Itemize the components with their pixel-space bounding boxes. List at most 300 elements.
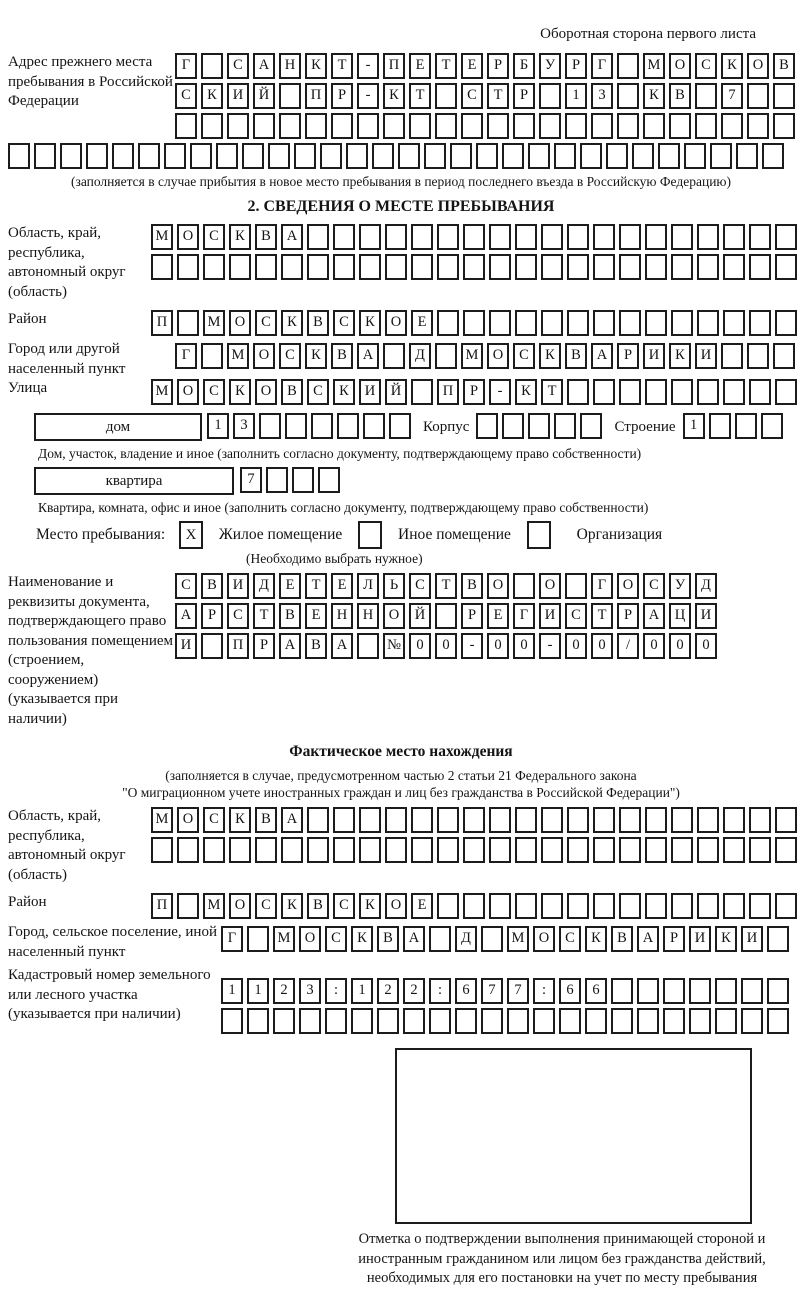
char-cell[interactable]: 0 — [695, 633, 717, 659]
char-cell[interactable] — [463, 837, 485, 863]
char-cell[interactable]: А — [637, 926, 659, 952]
char-cell[interactable] — [463, 310, 485, 336]
char-cell[interactable] — [216, 143, 238, 169]
char-cell[interactable]: Л — [357, 573, 379, 599]
char-cell[interactable] — [299, 1008, 321, 1034]
char-cell[interactable] — [723, 379, 745, 405]
char-cell[interactable]: К — [305, 343, 327, 369]
char-cell[interactable] — [723, 310, 745, 336]
char-cell[interactable]: М — [507, 926, 529, 952]
char-cell[interactable]: - — [539, 633, 561, 659]
char-cell[interactable]: 0 — [591, 633, 613, 659]
char-cell[interactable] — [411, 379, 433, 405]
stay-option-other-checkbox[interactable] — [358, 521, 382, 549]
char-cell[interactable]: П — [383, 53, 405, 79]
char-cell[interactable]: М — [151, 807, 173, 833]
char-cell[interactable]: М — [227, 343, 249, 369]
char-cell[interactable]: Т — [253, 603, 275, 629]
char-cell[interactable] — [487, 113, 509, 139]
char-cell[interactable] — [643, 113, 665, 139]
char-cell[interactable] — [567, 379, 589, 405]
char-cell[interactable]: : — [533, 978, 555, 1004]
char-cell[interactable]: П — [437, 379, 459, 405]
char-cell[interactable] — [565, 573, 587, 599]
char-cell[interactable] — [775, 837, 797, 863]
char-cell[interactable] — [292, 467, 314, 493]
char-cell[interactable]: Р — [565, 53, 587, 79]
char-cell[interactable] — [775, 254, 797, 280]
char-cell[interactable]: И — [741, 926, 763, 952]
char-cell[interactable]: В — [461, 573, 483, 599]
char-cell[interactable] — [671, 379, 693, 405]
char-cell[interactable]: 3 — [299, 978, 321, 1004]
char-cell[interactable] — [767, 1008, 789, 1034]
char-cell[interactable]: С — [307, 379, 329, 405]
char-cell[interactable] — [279, 83, 301, 109]
char-cell[interactable] — [773, 113, 795, 139]
char-cell[interactable]: О — [487, 573, 509, 599]
char-cell[interactable] — [203, 837, 225, 863]
char-cell[interactable]: / — [617, 633, 639, 659]
char-cell[interactable] — [775, 379, 797, 405]
char-cell[interactable] — [385, 807, 407, 833]
char-cell[interactable]: С — [565, 603, 587, 629]
char-cell[interactable] — [247, 926, 269, 952]
char-cell[interactable] — [177, 310, 199, 336]
char-cell[interactable]: Р — [663, 926, 685, 952]
char-cell[interactable] — [333, 837, 355, 863]
char-cell[interactable]: А — [281, 224, 303, 250]
char-cell[interactable]: О — [229, 893, 251, 919]
char-cell[interactable] — [307, 224, 329, 250]
char-cell[interactable] — [175, 113, 197, 139]
char-cell[interactable] — [671, 254, 693, 280]
char-cell[interactable] — [567, 837, 589, 863]
char-cell[interactable]: 7 — [481, 978, 503, 1004]
char-cell[interactable]: 1 — [221, 978, 243, 1004]
char-cell[interactable] — [723, 837, 745, 863]
char-cell[interactable] — [663, 978, 685, 1004]
char-cell[interactable] — [515, 310, 537, 336]
char-cell[interactable] — [749, 254, 771, 280]
char-cell[interactable] — [357, 633, 379, 659]
char-cell[interactable]: 1 — [565, 83, 587, 109]
char-cell[interactable]: А — [591, 343, 613, 369]
char-cell[interactable]: О — [487, 343, 509, 369]
char-cell[interactable]: 7 — [721, 83, 743, 109]
char-cell[interactable] — [437, 224, 459, 250]
char-cell[interactable]: В — [773, 53, 795, 79]
char-cell[interactable]: 6 — [559, 978, 581, 1004]
char-cell[interactable]: И — [175, 633, 197, 659]
char-cell[interactable] — [515, 807, 537, 833]
char-cell[interactable]: 0 — [669, 633, 691, 659]
char-cell[interactable] — [749, 807, 771, 833]
char-cell[interactable]: К — [669, 343, 691, 369]
char-cell[interactable]: Д — [695, 573, 717, 599]
char-cell[interactable]: С — [333, 310, 355, 336]
char-cell[interactable] — [333, 224, 355, 250]
char-cell[interactable] — [617, 83, 639, 109]
char-cell[interactable] — [515, 224, 537, 250]
char-cell[interactable]: С — [203, 224, 225, 250]
char-cell[interactable] — [671, 310, 693, 336]
char-cell[interactable] — [266, 467, 288, 493]
char-cell[interactable] — [645, 893, 667, 919]
char-cell[interactable]: И — [695, 603, 717, 629]
char-cell[interactable] — [541, 310, 563, 336]
char-cell[interactable]: Т — [487, 83, 509, 109]
char-cell[interactable] — [383, 113, 405, 139]
char-cell[interactable]: М — [643, 53, 665, 79]
char-cell[interactable] — [565, 113, 587, 139]
char-cell[interactable]: Т — [409, 83, 431, 109]
char-cell[interactable]: 0 — [643, 633, 665, 659]
char-cell[interactable] — [463, 254, 485, 280]
char-cell[interactable]: Д — [455, 926, 477, 952]
char-cell[interactable]: Р — [253, 633, 275, 659]
char-cell[interactable]: В — [611, 926, 633, 952]
char-cell[interactable] — [710, 143, 732, 169]
char-cell[interactable] — [695, 113, 717, 139]
char-cell[interactable] — [567, 224, 589, 250]
char-cell[interactable] — [723, 254, 745, 280]
char-cell[interactable] — [429, 926, 451, 952]
char-cell[interactable] — [489, 254, 511, 280]
char-cell[interactable] — [619, 893, 641, 919]
char-cell[interactable] — [437, 837, 459, 863]
char-cell[interactable] — [735, 413, 757, 439]
char-cell[interactable] — [177, 837, 199, 863]
char-cell[interactable]: 3 — [591, 83, 613, 109]
char-cell[interactable] — [359, 224, 381, 250]
char-cell[interactable]: М — [151, 379, 173, 405]
char-cell[interactable] — [637, 1008, 659, 1034]
char-cell[interactable]: И — [539, 603, 561, 629]
char-cell[interactable]: О — [177, 224, 199, 250]
char-cell[interactable]: № — [383, 633, 405, 659]
char-cell[interactable]: С — [175, 573, 197, 599]
char-cell[interactable]: Г — [221, 926, 243, 952]
char-cell[interactable]: К — [229, 379, 251, 405]
char-cell[interactable] — [645, 224, 667, 250]
char-cell[interactable] — [385, 837, 407, 863]
char-cell[interactable]: С — [559, 926, 581, 952]
char-cell[interactable]: У — [669, 573, 691, 599]
char-cell[interactable] — [437, 893, 459, 919]
char-cell[interactable]: О — [255, 379, 277, 405]
char-cell[interactable]: Д — [253, 573, 275, 599]
char-cell[interactable] — [435, 83, 457, 109]
char-cell[interactable]: Е — [411, 310, 433, 336]
char-cell[interactable] — [481, 926, 503, 952]
char-cell[interactable] — [645, 837, 667, 863]
char-cell[interactable]: В — [669, 83, 691, 109]
char-cell[interactable] — [294, 143, 316, 169]
char-cell[interactable] — [177, 254, 199, 280]
char-cell[interactable] — [593, 310, 615, 336]
char-cell[interactable] — [253, 113, 275, 139]
char-cell[interactable] — [320, 143, 342, 169]
char-cell[interactable] — [112, 143, 134, 169]
char-cell[interactable]: И — [227, 573, 249, 599]
house-type-box[interactable]: дом — [34, 413, 202, 441]
char-cell[interactable] — [8, 143, 30, 169]
char-cell[interactable] — [363, 413, 385, 439]
char-cell[interactable] — [513, 573, 535, 599]
char-cell[interactable] — [424, 143, 446, 169]
char-cell[interactable]: Р — [201, 603, 223, 629]
char-cell[interactable] — [502, 413, 524, 439]
char-cell[interactable]: Р — [487, 53, 509, 79]
char-cell[interactable]: С — [255, 310, 277, 336]
char-cell[interactable] — [528, 143, 550, 169]
char-cell[interactable]: Е — [305, 603, 327, 629]
char-cell[interactable] — [671, 807, 693, 833]
char-cell[interactable]: 1 — [351, 978, 373, 1004]
char-cell[interactable]: О — [669, 53, 691, 79]
char-cell[interactable] — [697, 893, 719, 919]
char-cell[interactable] — [689, 1008, 711, 1034]
char-cell[interactable]: С — [227, 603, 249, 629]
char-cell[interactable] — [697, 379, 719, 405]
char-cell[interactable]: : — [429, 978, 451, 1004]
char-cell[interactable] — [611, 1008, 633, 1034]
char-cell[interactable] — [539, 113, 561, 139]
char-cell[interactable]: О — [533, 926, 555, 952]
char-cell[interactable]: К — [721, 53, 743, 79]
char-cell[interactable] — [749, 310, 771, 336]
char-cell[interactable]: 0 — [409, 633, 431, 659]
char-cell[interactable]: - — [489, 379, 511, 405]
char-cell[interactable] — [515, 254, 537, 280]
char-cell[interactable]: В — [201, 573, 223, 599]
char-cell[interactable]: О — [229, 310, 251, 336]
char-cell[interactable] — [695, 83, 717, 109]
char-cell[interactable]: Т — [435, 573, 457, 599]
char-cell[interactable] — [619, 807, 641, 833]
char-cell[interactable] — [359, 807, 381, 833]
char-cell[interactable]: Е — [331, 573, 353, 599]
char-cell[interactable]: К — [229, 224, 251, 250]
char-cell[interactable] — [697, 807, 719, 833]
char-cell[interactable] — [606, 143, 628, 169]
char-cell[interactable] — [489, 310, 511, 336]
char-cell[interactable]: А — [643, 603, 665, 629]
char-cell[interactable] — [359, 254, 381, 280]
char-cell[interactable] — [281, 254, 303, 280]
char-cell[interactable] — [351, 1008, 373, 1034]
char-cell[interactable] — [177, 893, 199, 919]
char-cell[interactable]: С — [175, 83, 197, 109]
char-cell[interactable] — [203, 254, 225, 280]
char-cell[interactable]: Й — [409, 603, 431, 629]
char-cell[interactable] — [619, 224, 641, 250]
char-cell[interactable] — [435, 603, 457, 629]
char-cell[interactable]: С — [203, 379, 225, 405]
stay-option-organization-checkbox[interactable] — [527, 521, 551, 549]
char-cell[interactable] — [541, 224, 563, 250]
char-cell[interactable]: В — [565, 343, 587, 369]
char-cell[interactable]: Т — [591, 603, 613, 629]
char-cell[interactable]: К — [383, 83, 405, 109]
char-cell[interactable] — [775, 310, 797, 336]
char-cell[interactable] — [333, 254, 355, 280]
char-cell[interactable] — [715, 978, 737, 1004]
apartment-type-box[interactable]: квартира — [34, 467, 234, 495]
char-cell[interactable] — [697, 254, 719, 280]
char-cell[interactable] — [86, 143, 108, 169]
char-cell[interactable] — [409, 113, 431, 139]
char-cell[interactable] — [709, 413, 731, 439]
char-cell[interactable] — [619, 310, 641, 336]
char-cell[interactable] — [403, 1008, 425, 1034]
char-cell[interactable] — [637, 978, 659, 1004]
char-cell[interactable]: О — [747, 53, 769, 79]
char-cell[interactable]: С — [333, 893, 355, 919]
char-cell[interactable]: А — [331, 633, 353, 659]
char-cell[interactable] — [658, 143, 680, 169]
char-cell[interactable] — [331, 113, 353, 139]
char-cell[interactable] — [593, 807, 615, 833]
char-cell[interactable]: К — [539, 343, 561, 369]
char-cell[interactable] — [411, 807, 433, 833]
char-cell[interactable]: 2 — [403, 978, 425, 1004]
char-cell[interactable] — [333, 807, 355, 833]
char-cell[interactable]: Н — [331, 603, 353, 629]
char-cell[interactable] — [461, 113, 483, 139]
char-cell[interactable]: И — [695, 343, 717, 369]
char-cell[interactable] — [715, 1008, 737, 1034]
char-cell[interactable] — [201, 343, 223, 369]
char-cell[interactable]: В — [331, 343, 353, 369]
char-cell[interactable]: К — [281, 310, 303, 336]
char-cell[interactable]: Р — [617, 343, 639, 369]
char-cell[interactable] — [539, 83, 561, 109]
char-cell[interactable] — [645, 254, 667, 280]
char-cell[interactable] — [689, 978, 711, 1004]
char-cell[interactable]: С — [461, 83, 483, 109]
char-cell[interactable] — [617, 53, 639, 79]
char-cell[interactable] — [311, 413, 333, 439]
char-cell[interactable] — [507, 1008, 529, 1034]
char-cell[interactable] — [697, 310, 719, 336]
char-cell[interactable]: 0 — [565, 633, 587, 659]
char-cell[interactable]: 1 — [683, 413, 705, 439]
char-cell[interactable] — [554, 143, 576, 169]
char-cell[interactable] — [221, 1008, 243, 1034]
char-cell[interactable]: О — [253, 343, 275, 369]
char-cell[interactable] — [567, 254, 589, 280]
char-cell[interactable] — [285, 413, 307, 439]
char-cell[interactable]: А — [281, 807, 303, 833]
char-cell[interactable] — [273, 1008, 295, 1034]
char-cell[interactable]: 7 — [240, 467, 262, 493]
char-cell[interactable]: Т — [331, 53, 353, 79]
char-cell[interactable] — [502, 143, 524, 169]
char-cell[interactable] — [541, 807, 563, 833]
char-cell[interactable]: С — [227, 53, 249, 79]
char-cell[interactable]: Е — [409, 53, 431, 79]
char-cell[interactable]: О — [539, 573, 561, 599]
char-cell[interactable] — [385, 224, 407, 250]
char-cell[interactable] — [697, 837, 719, 863]
char-cell[interactable]: И — [359, 379, 381, 405]
char-cell[interactable]: В — [377, 926, 399, 952]
char-cell[interactable] — [307, 807, 329, 833]
char-cell[interactable] — [684, 143, 706, 169]
char-cell[interactable] — [515, 837, 537, 863]
char-cell[interactable]: В — [255, 807, 277, 833]
char-cell[interactable] — [697, 224, 719, 250]
char-cell[interactable]: Г — [175, 343, 197, 369]
char-cell[interactable]: 1 — [247, 978, 269, 1004]
char-cell[interactable] — [669, 113, 691, 139]
char-cell[interactable] — [346, 143, 368, 169]
char-cell[interactable] — [411, 224, 433, 250]
char-cell[interactable]: Н — [357, 603, 379, 629]
char-cell[interactable] — [559, 1008, 581, 1034]
char-cell[interactable]: Р — [331, 83, 353, 109]
char-cell[interactable] — [619, 837, 641, 863]
char-cell[interactable] — [617, 113, 639, 139]
char-cell[interactable]: У — [539, 53, 561, 79]
char-cell[interactable]: О — [385, 893, 407, 919]
char-cell[interactable]: : — [325, 978, 347, 1004]
char-cell[interactable]: С — [513, 343, 535, 369]
char-cell[interactable]: О — [617, 573, 639, 599]
char-cell[interactable] — [455, 1008, 477, 1034]
char-cell[interactable]: О — [383, 603, 405, 629]
char-cell[interactable] — [663, 1008, 685, 1034]
char-cell[interactable] — [593, 224, 615, 250]
char-cell[interactable]: - — [461, 633, 483, 659]
char-cell[interactable] — [723, 224, 745, 250]
char-cell[interactable] — [34, 143, 56, 169]
char-cell[interactable]: С — [643, 573, 665, 599]
char-cell[interactable] — [619, 379, 641, 405]
char-cell[interactable] — [435, 343, 457, 369]
char-cell[interactable] — [593, 893, 615, 919]
char-cell[interactable]: О — [177, 807, 199, 833]
char-cell[interactable] — [773, 83, 795, 109]
char-cell[interactable] — [247, 1008, 269, 1034]
char-cell[interactable] — [591, 113, 613, 139]
char-cell[interactable] — [138, 143, 160, 169]
char-cell[interactable]: К — [201, 83, 223, 109]
char-cell[interactable] — [489, 893, 511, 919]
char-cell[interactable]: Й — [253, 83, 275, 109]
char-cell[interactable] — [411, 254, 433, 280]
char-cell[interactable] — [721, 343, 743, 369]
char-cell[interactable]: В — [281, 379, 303, 405]
char-cell[interactable] — [463, 807, 485, 833]
char-cell[interactable] — [513, 113, 535, 139]
char-cell[interactable]: Ь — [383, 573, 405, 599]
char-cell[interactable] — [775, 893, 797, 919]
char-cell[interactable] — [437, 254, 459, 280]
char-cell[interactable] — [242, 143, 264, 169]
char-cell[interactable]: О — [385, 310, 407, 336]
char-cell[interactable] — [554, 413, 576, 439]
char-cell[interactable] — [281, 837, 303, 863]
char-cell[interactable] — [541, 837, 563, 863]
char-cell[interactable]: 6 — [585, 978, 607, 1004]
char-cell[interactable] — [567, 893, 589, 919]
char-cell[interactable] — [528, 413, 550, 439]
char-cell[interactable] — [411, 837, 433, 863]
char-cell[interactable] — [229, 254, 251, 280]
